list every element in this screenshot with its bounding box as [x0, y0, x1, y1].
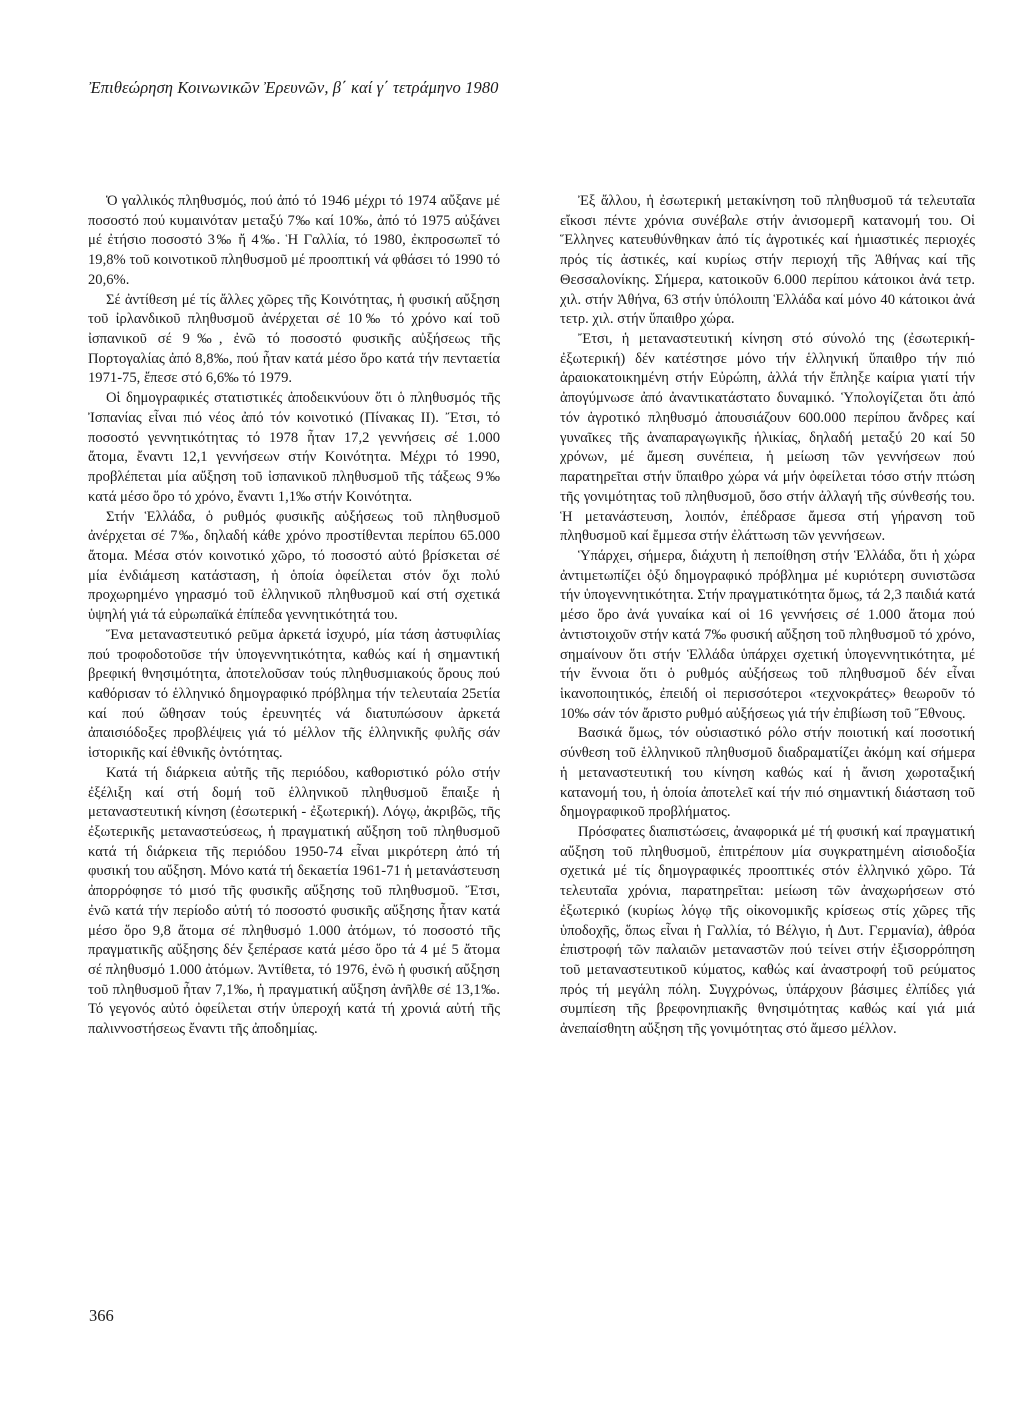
right-column: [560, 192, 975, 1040]
paragraph: Πρόσφατες διαπιστώσεις, ἀναφορικά μέ τή φυσική καί πραγματική αὔξηση τοῦ πληθυσμοῦ, ἐπιτρέπουν μία συγκρατημένη αἰσιοδοξία σχετικά μέ τίς δημογραφικές προοπτικές στόν ἑλληνικό χῶρο. Τά τελευταῖα χρόνια, παρατηρεῖται: μείωση τῶν ἀναχωρήσεων στό ἐξωτερικό (κυρίως λόγῳ τῆς οἰκονομικῆς κρίσεως στίς χῶρες τῆς ὑποδοχῆς, ὅπως εἶναι ἡ Γαλλία, τό Βέλγιο, ἡ Δυτ. Γερμανία), ἀθρόα ἐπιστροφή τῶν παλαιῶν μεταναστῶν πού τείνει στήν ἐξισορρόπηση τοῦ μεταναστευτικοῦ κύματος, καθώς καί ἀναστροφή τοῦ ρεύματος πρός τή μεγάλη πόλη. Συγχρόνως, ὑπάρχουν βάσιμες ἐλπίδες γιά συμπίεση τῆς βρεφονηπιακῆς θνησιμότητας καθώς καί γιά μιά ἀνεπαίσθητη αὔξηση τῆς γονιμότητας στό ἄμεσο μέλλον.: [560, 824, 975, 1038]
left-column: [88, 192, 500, 1040]
page-number: 366: [89, 1306, 114, 1325]
running-header: Ἐπιθεώρηση Κοινωνικῶν Ἐρευνῶν, β΄ καί γ΄ τετράμηνο 1980: [89, 78, 499, 97]
paragraph: Οἱ δημογραφικές στατιστικές ἀποδεικνύουν ὅτι ὁ πληθυσμός τῆς Ἰσπανίας εἶναι πιό νέος ἀπό τόν κοινοτικό (Πίνακας ΙΙ). Ἔτσι, τό ποσοστό γεννητικότητας τό 1978 ἦταν 17,2 γεννήσεις σέ 1.000 ἄτομα, ἔναντι 12,1 γεννήσεων στήν Κοινότητα. Μέχρι τό 1990, προβλέπεται μία αὔξηση τοῦ ἰσπανικοῦ πληθυσμοῦ τῆς τάξεως 9‰ κατά μέσο ὅρο τό χρόνο, ἔναντι 1,1‰ στήν Κοινότητα.: [88, 390, 500, 505]
paragraph: Βασικά ὅμως, τόν οὐσιαστικό ρόλο στήν ποιοτική καί ποσοτική σύνθεση τοῦ ἑλληνικοῦ πληθυσμοῦ διαδραματίζει ἀκόμη καί σήμερα ἡ μεταναστευτική του κίνηση καθώς καί ἡ ἄνιση χωροταξική κατανομή του, ἡ ὁποία ἀποτελεῖ καί τήν πιό σημαντική διάσταση τοῦ δημογραφικοῦ προβλήματος.: [560, 725, 975, 821]
paragraph: Σέ ἀντίθεση μέ τίς ἄλλες χῶρες τῆς Κοινότητας, ἡ φυσική αὔξηση τοῦ ἰρλανδικοῦ πληθυσμοῦ ἀνέρχεται σέ 10‰ τό χρόνο καί τοῦ ἰσπανικοῦ σέ 9‰, ἐνῶ τό ποσοστό φυσικῆς αὐξήσεως τῆς Πορτογαλίας ἀπό 8,8‰, πού ἦταν κατά μέσο ὅρο κατά τήν πενταετία 1971-75, ἔπεσε στό 6,6‰ τό 1979.: [88, 291, 500, 387]
paragraph: Ἔτσι, ἡ μεταναστευτική κίνηση στό σύνολό της (ἐσωτερική-ἐξωτερική) δέν κατέστησε μόνο τήν ἑλληνική ὕπαιθρο τήν πιό ἀραιοκατοικημένη στήν Εὐρώπη, ἀλλά τήν ἔπληξε καίρια γιατί τήν ἀπογύμνωσε ἀπό ἀναντικατάστατο δυναμικό. Ὑπολογίζεται ὅτι ἀπό τόν ἀγροτικό πληθυσμό ἀπουσιάζουν 600.000 περίπου ἄνδρες καί γυναῖκες τῆς ἀναπαραγωγικῆς ἡλικίας, δηλαδή μεταξύ 20 καί 50 χρόνων, μέ ἄμεση συνέπεια, ἡ μείωση τῶν γεννήσεων πού παρατηρεῖται στήν ὕπαιθρο χώρα νά μήν ὀφείλεται τόσο στήν πτώση τῆς γονιμότητας τοῦ πληθυσμοῦ, ὅσο στήν ἀλλαγή τῆς σύνθεσής του. Ἡ μετανάστευση, λοιπόν, ἐπέδρασε ἄμεσα στή γήρανση τοῦ πληθυσμοῦ καί ἔμμεσα στήν ἐλάττωση τῶν γεννήσεων.: [560, 331, 975, 545]
paragraph: Κατά τή διάρκεια αὐτῆς τῆς περιόδου, καθοριστικό ρόλο στήν ἐξέλιξη καί στή δομή τοῦ ἑλληνικοῦ πληθυσμοῦ ἔπαιξε ἡ μεταναστευτική κίνηση (ἐσωτερική - ἐξωτερική). Λόγῳ, ἀκριβῶς, τῆς ἐξωτερικῆς μεταναστεύσεως, ἡ πραγματική αὔξηση τοῦ πληθυσμοῦ κατά τή διάρκεια τῆς περιόδου 1950-74 εἶναι μικρότερη ἀπό τή φυσική του αὔξηση. Μόνο κατά τή δεκαετία 1961-71 ἡ μετανάστευση ἀπορρόφησε τό μισό τῆς φυσικῆς αὔξησης τοῦ πληθυσμοῦ. Ἔτσι, ἐνῶ κατά τήν περίοδο αὐτή τό ποσοστό φυσικῆς αὔξησης ἦταν κατά μέσο ὅρο 9,8 ἄτομα σέ πληθυσμό 1.000 ἀτόμων, τό ποσοστό τῆς πραγματικῆς αὔξησης δέν ξεπέρασε κατά μέσο ὅρο τά 4 μέ 5 ἄτομα σέ πληθυσμό 1.000 ἀτόμων. Ἀντίθετα, τό 1976, ἐνῶ ἡ φυσική αὔξηση τοῦ πληθυσμοῦ ἦταν 7,1‰, ἡ πραγματική αὔξηση ἀνῆλθε σέ 13,1‰. Τό γεγονός αὐτό ὀφείλεται στήν ὑπεροχή κατά τή χρονιά αὐτή τῆς παλιννοστήσεως ἔναντι τῆς ἀποδημίας.: [88, 764, 500, 1038]
paragraph: Ἐξ ἄλλου, ἡ ἐσωτερική μετακίνηση τοῦ πληθυσμοῦ τά τελευταῖα εἴκοσι πέντε χρόνια συνέβαλε στήν ἀνισομερῆ κατανομή του. Οἱ Ἕλληνες κατευθύνθηκαν ἀπό τίς ἀγροτικές καί ἡμιαστικές περιοχές πρός τίς ἀστικές, καί κυρίως στήν περιοχή τῆς Ἀθήνας καί τῆς Θεσσαλονίκης. Σήμερα, κατοικοῦν 6.000 περίπου κάτοικοι ἀνά τετρ. χιλ. στήν Ἀθήνα, 63 στήν ὑπόλοιπη Ἑλλάδα καί μόνο 40 κάτοικοι ἀνά τετρ. χιλ. στήν ὕπαιθρο χώρα.: [560, 193, 975, 328]
paragraph: Ὑπάρχει, σήμερα, διάχυτη ἡ πεποίθηση στήν Ἑλλάδα, ὅτι ἡ χώρα ἀντιμετωπίζει ὀξύ δημογραφικό πρόβλημα μέ κυριότερη συνιστῶσα τήν ὑπογεννητικότητα. Στήν πραγματικότητα ὅμως, τά 2,3 παιδιά κατά μέσο ὅρο ἀνά γυναίκα καί οἱ 16 γεννήσεις σέ 1.000 ἄτομα πού ἀντιστοιχοῦν στήν κατά 7‰ φυσική αὔξηση τοῦ πληθυσμοῦ τό χρόνο, σημαίνουν ὅτι στήν Ἑλλάδα ὑπάρχει σχετική ὑπογεννητικότητα, μέ τήν ἔννοια ὅτι ὁ ρυθμός αὐξήσεως τοῦ πληθυσμοῦ δέν εἶναι ἱκανοποιητικός, ἐπειδή οἱ περισσότεροι «τεχνοκράτες» θεωροῦν τό 10‰ σάν τόν ἄριστο ρυθμό αὐξήσεως γιά τήν ἐπιβίωση τοῦ Ἔθνους.: [560, 547, 975, 722]
paragraph: Ἕνα μεταναστευτικό ρεῦμα ἀρκετά ἰσχυρό, μία τάση ἀστυφιλίας πού τροφοδοτοῦσε τήν ὑπογεννητικότητα, καθώς καί ἡ σημαντική βρεφική θνησιμότητα, ἀποτελοῦσαν τούς πληθυσμιακούς ὅρους πού καθόρισαν τό ἑλληνικό δημογραφικό πρόβλημα τήν τελευταία 25ετία καί πού ὤθησαν τούς ἐρευνητές νά διατυπώσουν ἀρκετά ἀπαισιόδοξες προβλέψεις γιά τό μέλλον τῆς ἑλληνικῆς φυλῆς σάν ἱστορικῆς καί ἐθνικῆς ὀντότητας.: [88, 626, 500, 762]
paragraph: Στήν Ἑλλάδα, ὁ ρυθμός φυσικῆς αὐξήσεως τοῦ πληθυσμοῦ ἀνέρχεται σέ 7‰, δηλαδή κάθε χρόνο προστίθενται περίπου 65.000 ἄτομα. Μέσα στόν κοινοτικό χῶρο, τό ποσοστό αὐτό βρίσκεται σέ μία ἐνδιάμεση κατάσταση, ἡ ὁποία ὀφείλεται στόν ὄχι πολύ προχωρημένο γηρασμό τοῦ ἑλληνικοῦ πληθυσμοῦ καί στή σχετικά ὑψηλή γιά τά εὐρωπαϊκά ἐπίπεδα γεννητικότητά του.: [88, 508, 500, 624]
paragraph: Ὁ γαλλικός πληθυσμός, πού ἀπό τό 1946 μέχρι τό 1974 αὔξανε μέ ποσοστό πού κυμαινόταν μεταξύ 7‰ καί 10‰, ἀπό τό 1975 αὐξάνει μέ ἐτήσιο ποσοστό 3‰ ἤ 4‰. Ἡ Γαλλία, τό 1980, ἐκπροσωπεῖ τό 19,8% τοῦ κοινοτικοῦ πληθυσμοῦ μέ προοπτική νά φθάσει τό 1990 τό 20,6%.: [88, 193, 500, 288]
